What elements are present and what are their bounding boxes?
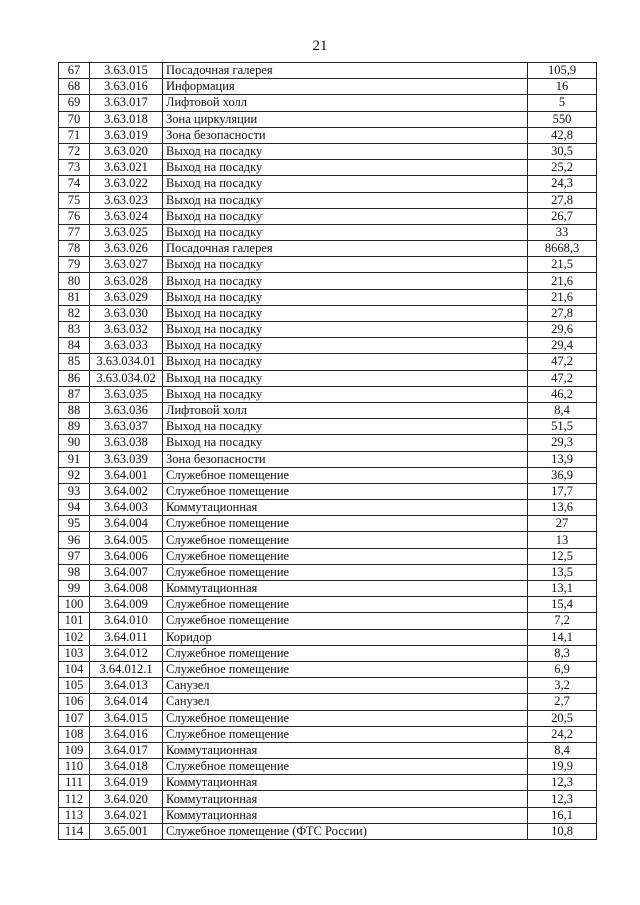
room-name-cell: Посадочная галерея bbox=[163, 241, 528, 257]
room-area-cell: 46,2 bbox=[528, 386, 597, 402]
table-row bbox=[59, 160, 597, 176]
room-name-cell: Зона безопасности bbox=[163, 127, 528, 143]
room-code-cell: 3.63.027 bbox=[90, 257, 163, 273]
room-area-cell: 19,9 bbox=[528, 759, 597, 775]
room-name-cell: Выход на посадку bbox=[163, 435, 528, 451]
room-name-cell: Зона безопасности bbox=[163, 451, 528, 467]
table-row bbox=[59, 224, 597, 240]
room-code-cell: 3.63.038 bbox=[90, 435, 163, 451]
row-number-cell: 114 bbox=[59, 823, 90, 839]
table-row bbox=[59, 548, 597, 564]
row-number-cell: 90 bbox=[59, 435, 90, 451]
room-area-cell: 5 bbox=[528, 95, 597, 111]
table-row bbox=[59, 775, 597, 791]
table-row bbox=[59, 500, 597, 516]
room-code-cell: 3.63.035 bbox=[90, 386, 163, 402]
room-name-cell: Служебное помещение (ФТС России) bbox=[163, 823, 528, 839]
room-area-cell: 36,9 bbox=[528, 467, 597, 483]
room-name-cell: Служебное помещение bbox=[163, 597, 528, 613]
room-name-cell: Выход на посадку bbox=[163, 224, 528, 240]
room-area-cell: 3,2 bbox=[528, 678, 597, 694]
room-code-cell: 3.64.020 bbox=[90, 791, 163, 807]
row-number-cell: 102 bbox=[59, 629, 90, 645]
table-row bbox=[59, 467, 597, 483]
room-name-cell: Служебное помещение bbox=[163, 483, 528, 499]
room-name-cell: Выход на посадку bbox=[163, 305, 528, 321]
room-area-cell: 12,3 bbox=[528, 775, 597, 791]
table-row bbox=[59, 402, 597, 418]
row-number-cell: 110 bbox=[59, 759, 90, 775]
room-name-cell: Выход на посадку bbox=[163, 143, 528, 159]
table-row bbox=[59, 694, 597, 710]
table-row bbox=[59, 322, 597, 338]
room-name-cell: Посадочная галерея bbox=[163, 63, 528, 79]
table-row bbox=[59, 79, 597, 95]
room-area-cell: 26,7 bbox=[528, 208, 597, 224]
table-row bbox=[59, 710, 597, 726]
table-row bbox=[59, 678, 597, 694]
table-row bbox=[59, 629, 597, 645]
room-area-cell: 6,9 bbox=[528, 661, 597, 677]
row-number-cell: 82 bbox=[59, 305, 90, 321]
room-area-cell: 21,6 bbox=[528, 273, 597, 289]
room-area-cell: 8,4 bbox=[528, 742, 597, 758]
row-number-cell: 91 bbox=[59, 451, 90, 467]
table-row bbox=[59, 289, 597, 305]
room-code-cell: 3.63.032 bbox=[90, 322, 163, 338]
room-code-cell: 3.64.015 bbox=[90, 710, 163, 726]
table-row bbox=[59, 143, 597, 159]
table-row bbox=[59, 208, 597, 224]
room-area-cell: 20,5 bbox=[528, 710, 597, 726]
row-number-cell: 81 bbox=[59, 289, 90, 305]
room-code-cell: 3.64.011 bbox=[90, 629, 163, 645]
room-code-cell: 3.64.013 bbox=[90, 678, 163, 694]
table-row bbox=[59, 354, 597, 370]
table-row bbox=[59, 419, 597, 435]
room-area-cell: 29,4 bbox=[528, 338, 597, 354]
room-name-cell: Служебное помещение bbox=[163, 759, 528, 775]
row-number-cell: 98 bbox=[59, 564, 90, 580]
row-number-cell: 84 bbox=[59, 338, 90, 354]
room-area-cell: 13,9 bbox=[528, 451, 597, 467]
table-row bbox=[59, 726, 597, 742]
room-name-cell: Коммутационная bbox=[163, 807, 528, 823]
row-number-cell: 83 bbox=[59, 322, 90, 338]
room-code-cell: 3.64.003 bbox=[90, 500, 163, 516]
room-code-cell: 3.63.030 bbox=[90, 305, 163, 321]
room-code-cell: 3.63.018 bbox=[90, 111, 163, 127]
room-name-cell: Зона циркуляции bbox=[163, 111, 528, 127]
row-number-cell: 107 bbox=[59, 710, 90, 726]
room-code-cell: 3.64.007 bbox=[90, 564, 163, 580]
row-number-cell: 99 bbox=[59, 581, 90, 597]
room-name-cell: Служебное помещение bbox=[163, 661, 528, 677]
table-row bbox=[59, 581, 597, 597]
room-code-cell: 3.64.019 bbox=[90, 775, 163, 791]
table-row bbox=[59, 807, 597, 823]
table-row bbox=[59, 273, 597, 289]
room-name-cell: Коммутационная bbox=[163, 791, 528, 807]
row-number-cell: 85 bbox=[59, 354, 90, 370]
room-code-cell: 3.63.021 bbox=[90, 160, 163, 176]
table-row bbox=[59, 613, 597, 629]
row-number-cell: 78 bbox=[59, 241, 90, 257]
room-code-cell: 3.64.017 bbox=[90, 742, 163, 758]
row-number-cell: 75 bbox=[59, 192, 90, 208]
room-code-cell: 3.64.012.1 bbox=[90, 661, 163, 677]
room-area-cell: 16,1 bbox=[528, 807, 597, 823]
row-number-cell: 74 bbox=[59, 176, 90, 192]
room-name-cell: Выход на посадку bbox=[163, 257, 528, 273]
room-name-cell: Коммутационная bbox=[163, 500, 528, 516]
table-row bbox=[59, 63, 597, 79]
room-code-cell: 3.63.034.02 bbox=[90, 370, 163, 386]
table-row bbox=[59, 111, 597, 127]
room-area-cell: 47,2 bbox=[528, 354, 597, 370]
table-row bbox=[59, 532, 597, 548]
page-number: 21 bbox=[312, 38, 328, 54]
room-name-cell: Выход на посадку bbox=[163, 176, 528, 192]
room-area-cell: 105,9 bbox=[528, 63, 597, 79]
row-number-cell: 67 bbox=[59, 63, 90, 79]
table-row bbox=[59, 483, 597, 499]
row-number-cell: 100 bbox=[59, 597, 90, 613]
row-number-cell: 77 bbox=[59, 224, 90, 240]
room-area-cell: 29,3 bbox=[528, 435, 597, 451]
row-number-cell: 73 bbox=[59, 160, 90, 176]
room-code-cell: 3.64.005 bbox=[90, 532, 163, 548]
table-row bbox=[59, 823, 597, 839]
room-name-cell: Информация bbox=[163, 79, 528, 95]
room-area-cell: 12,3 bbox=[528, 791, 597, 807]
room-name-cell: Лифтовой холл bbox=[163, 402, 528, 418]
room-name-cell: Служебное помещение bbox=[163, 548, 528, 564]
room-area-cell: 2,7 bbox=[528, 694, 597, 710]
room-code-cell: 3.63.033 bbox=[90, 338, 163, 354]
room-area-cell: 550 bbox=[528, 111, 597, 127]
room-name-cell: Выход на посадку bbox=[163, 386, 528, 402]
room-code-cell: 3.63.024 bbox=[90, 208, 163, 224]
room-area-cell: 42,8 bbox=[528, 127, 597, 143]
room-code-cell: 3.64.006 bbox=[90, 548, 163, 564]
table-row bbox=[59, 435, 597, 451]
row-number-cell: 68 bbox=[59, 79, 90, 95]
row-number-cell: 111 bbox=[59, 775, 90, 791]
row-number-cell: 92 bbox=[59, 467, 90, 483]
table-row bbox=[59, 645, 597, 661]
room-name-cell: Коммутационная bbox=[163, 775, 528, 791]
row-number-cell: 97 bbox=[59, 548, 90, 564]
room-name-cell: Выход на посадку bbox=[163, 289, 528, 305]
table-row bbox=[59, 338, 597, 354]
room-area-cell: 25,2 bbox=[528, 160, 597, 176]
room-code-cell: 3.63.015 bbox=[90, 63, 163, 79]
table-row bbox=[59, 516, 597, 532]
room-name-cell: Коммутационная bbox=[163, 581, 528, 597]
row-number-cell: 113 bbox=[59, 807, 90, 823]
room-name-cell: Служебное помещение bbox=[163, 613, 528, 629]
room-code-cell: 3.63.019 bbox=[90, 127, 163, 143]
table-row bbox=[59, 564, 597, 580]
room-name-cell: Лифтовой холл bbox=[163, 95, 528, 111]
row-number-cell: 93 bbox=[59, 483, 90, 499]
room-name-cell: Выход на посадку bbox=[163, 160, 528, 176]
table-row bbox=[59, 791, 597, 807]
room-code-cell: 3.63.017 bbox=[90, 95, 163, 111]
room-name-cell: Выход на посадку bbox=[163, 322, 528, 338]
room-area-cell: 47,2 bbox=[528, 370, 597, 386]
row-number-cell: 79 bbox=[59, 257, 90, 273]
room-code-cell: 3.64.016 bbox=[90, 726, 163, 742]
room-area-cell: 8,4 bbox=[528, 402, 597, 418]
table-row bbox=[59, 597, 597, 613]
room-code-cell: 3.63.016 bbox=[90, 79, 163, 95]
row-number-cell: 88 bbox=[59, 402, 90, 418]
table-row bbox=[59, 370, 597, 386]
row-number-cell: 95 bbox=[59, 516, 90, 532]
table-row bbox=[59, 192, 597, 208]
room-name-cell: Служебное помещение bbox=[163, 516, 528, 532]
room-name-cell: Выход на посадку bbox=[163, 370, 528, 386]
table-row bbox=[59, 451, 597, 467]
room-code-cell: 3.63.039 bbox=[90, 451, 163, 467]
row-number-cell: 76 bbox=[59, 208, 90, 224]
row-number-cell: 72 bbox=[59, 143, 90, 159]
room-code-cell: 3.63.020 bbox=[90, 143, 163, 159]
room-name-cell: Служебное помещение bbox=[163, 645, 528, 661]
room-area-cell: 10,8 bbox=[528, 823, 597, 839]
room-code-cell: 3.63.036 bbox=[90, 402, 163, 418]
row-number-cell: 105 bbox=[59, 678, 90, 694]
row-number-cell: 109 bbox=[59, 742, 90, 758]
room-name-cell: Служебное помещение bbox=[163, 467, 528, 483]
room-area-cell: 27 bbox=[528, 516, 597, 532]
table-row bbox=[59, 176, 597, 192]
room-name-cell: Служебное помещение bbox=[163, 710, 528, 726]
row-number-cell: 70 bbox=[59, 111, 90, 127]
row-number-cell: 112 bbox=[59, 791, 90, 807]
room-name-cell: Выход на посадку bbox=[163, 208, 528, 224]
table-row bbox=[59, 742, 597, 758]
room-code-cell: 3.63.025 bbox=[90, 224, 163, 240]
room-area-cell: 30,5 bbox=[528, 143, 597, 159]
room-area-cell: 8668,3 bbox=[528, 241, 597, 257]
room-name-cell: Служебное помещение bbox=[163, 564, 528, 580]
room-code-cell: 3.63.037 bbox=[90, 419, 163, 435]
room-area-cell: 17,7 bbox=[528, 483, 597, 499]
room-area-cell: 21,5 bbox=[528, 257, 597, 273]
room-name-cell: Выход на посадку bbox=[163, 192, 528, 208]
row-number-cell: 101 bbox=[59, 613, 90, 629]
room-code-cell: 3.64.001 bbox=[90, 467, 163, 483]
room-name-cell: Выход на посадку bbox=[163, 273, 528, 289]
room-area-cell: 7,2 bbox=[528, 613, 597, 629]
room-code-cell: 3.64.014 bbox=[90, 694, 163, 710]
room-code-cell: 3.64.009 bbox=[90, 597, 163, 613]
row-number-cell: 108 bbox=[59, 726, 90, 742]
room-name-cell: Коридор bbox=[163, 629, 528, 645]
room-code-cell: 3.64.018 bbox=[90, 759, 163, 775]
room-code-cell: 3.63.023 bbox=[90, 192, 163, 208]
table-row bbox=[59, 305, 597, 321]
table-row bbox=[59, 95, 597, 111]
room-name-cell: Служебное помещение bbox=[163, 532, 528, 548]
room-area-cell: 12,5 bbox=[528, 548, 597, 564]
room-name-cell: Служебное помещение bbox=[163, 726, 528, 742]
table-row bbox=[59, 759, 597, 775]
room-code-cell: 3.63.028 bbox=[90, 273, 163, 289]
room-name-cell: Коммутационная bbox=[163, 742, 528, 758]
room-code-cell: 3.63.029 bbox=[90, 289, 163, 305]
room-area-cell: 8,3 bbox=[528, 645, 597, 661]
table-row bbox=[59, 257, 597, 273]
room-area-cell: 14,1 bbox=[528, 629, 597, 645]
table-row bbox=[59, 241, 597, 257]
row-number-cell: 69 bbox=[59, 95, 90, 111]
row-number-cell: 96 bbox=[59, 532, 90, 548]
table-row bbox=[59, 661, 597, 677]
row-number-cell: 104 bbox=[59, 661, 90, 677]
rooms-table bbox=[58, 62, 597, 840]
row-number-cell: 87 bbox=[59, 386, 90, 402]
row-number-cell: 71 bbox=[59, 127, 90, 143]
room-code-cell: 3.63.022 bbox=[90, 176, 163, 192]
room-code-cell: 3.65.001 bbox=[90, 823, 163, 839]
room-name-cell: Выход на посадку bbox=[163, 419, 528, 435]
room-area-cell: 13,5 bbox=[528, 564, 597, 580]
room-name-cell: Санузел bbox=[163, 678, 528, 694]
room-code-cell: 3.64.002 bbox=[90, 483, 163, 499]
rooms-table-body bbox=[59, 63, 597, 840]
row-number-cell: 103 bbox=[59, 645, 90, 661]
room-code-cell: 3.64.012 bbox=[90, 645, 163, 661]
room-area-cell: 13,1 bbox=[528, 581, 597, 597]
room-area-cell: 21,6 bbox=[528, 289, 597, 305]
room-code-cell: 3.63.034.01 bbox=[90, 354, 163, 370]
row-number-cell: 89 bbox=[59, 419, 90, 435]
room-area-cell: 33 bbox=[528, 224, 597, 240]
room-area-cell: 15,4 bbox=[528, 597, 597, 613]
row-number-cell: 94 bbox=[59, 500, 90, 516]
table-row bbox=[59, 127, 597, 143]
room-code-cell: 3.63.026 bbox=[90, 241, 163, 257]
table-row bbox=[59, 386, 597, 402]
room-area-cell: 29,6 bbox=[528, 322, 597, 338]
room-area-cell: 24,3 bbox=[528, 176, 597, 192]
room-name-cell: Выход на посадку bbox=[163, 354, 528, 370]
room-area-cell: 27,8 bbox=[528, 192, 597, 208]
room-area-cell: 24,2 bbox=[528, 726, 597, 742]
row-number-cell: 80 bbox=[59, 273, 90, 289]
room-area-cell: 51,5 bbox=[528, 419, 597, 435]
row-number-cell: 86 bbox=[59, 370, 90, 386]
room-code-cell: 3.64.021 bbox=[90, 807, 163, 823]
room-area-cell: 13,6 bbox=[528, 500, 597, 516]
room-code-cell: 3.64.004 bbox=[90, 516, 163, 532]
room-area-cell: 27,8 bbox=[528, 305, 597, 321]
room-code-cell: 3.64.010 bbox=[90, 613, 163, 629]
room-code-cell: 3.64.008 bbox=[90, 581, 163, 597]
room-area-cell: 16 bbox=[528, 79, 597, 95]
row-number-cell: 106 bbox=[59, 694, 90, 710]
room-name-cell: Выход на посадку bbox=[163, 338, 528, 354]
room-area-cell: 13 bbox=[528, 532, 597, 548]
room-name-cell: Санузел bbox=[163, 694, 528, 710]
